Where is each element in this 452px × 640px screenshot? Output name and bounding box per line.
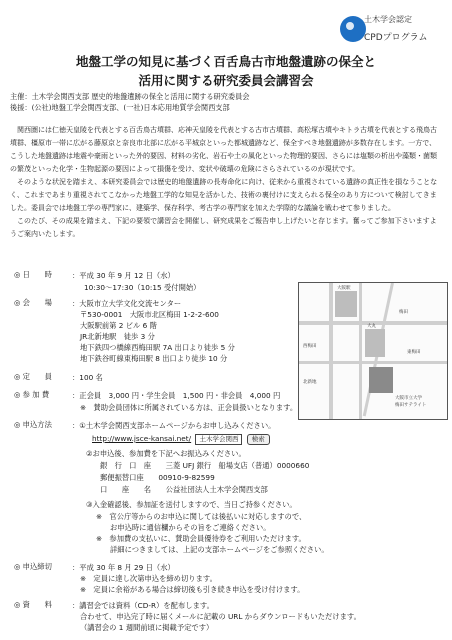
capacity-value: ：100 名 xyxy=(72,373,103,382)
intro-paragraph-1: 関西圏には仁徳天皇陵を代表とする百舌鳥古墳群、応神天皇陵を代表とする古市古墳群、高松塚古墳やキトラ古墳を代表とする飛鳥古墳群、橿原市一帯に広がる藤原京と奈良市北部に広がる平城京といった都城遺跡など、保全すべき地盤遺跡が多数存在します。一方で、こうした地盤遺跡は地震や豪雨といった外的要因、材料の劣化、岩石や土の風化といった物理的要因、さらには塩類の析出や藻類・菌類の繁茂といった化学・生物起源の要因によって損傷を受け、変状や破壊の危険にさらされているのが現状です。 xyxy=(10,126,437,173)
logo-line2: CPDプログラム xyxy=(364,33,428,43)
materials-label: ◎ 資 料 xyxy=(14,600,52,609)
venue-line-2: 〒530-0001 大阪市北区梅田 1-2-2-600 xyxy=(80,310,219,319)
fee-label: ◎ 参 加 費 xyxy=(14,390,50,399)
apply-url-row xyxy=(92,433,270,445)
account-name: 口 座 名 公益社団法人土木学会関西支部 xyxy=(100,485,268,494)
fee-note: ※ 賛助会員団体に所属されている方は、正会員扱いとなります。 xyxy=(80,403,298,412)
apply-label: ◎ 申込方法 xyxy=(14,420,52,429)
date-label: ◎ 日 時 xyxy=(14,270,52,279)
map-label-osaka-station: 大阪駅 xyxy=(337,286,351,291)
venue-line-6: 地下鉄谷町線東梅田駅 8 出口より徒歩 10 分 xyxy=(80,354,228,363)
deadline-note-1: ※ 定員に達し次第申込を締め切ります。 xyxy=(80,574,217,583)
title-line2: 活用に関する研究委員会講習会 xyxy=(138,73,314,88)
deadline-note-2: ※ 定員に余裕がある場合は締切後も引き続き申込を受け付けます。 xyxy=(80,585,305,594)
page-title xyxy=(70,52,382,90)
apply-note-1: ※ 官公庁等からのお申込に関しては後払いに対応しますので、 xyxy=(96,512,307,521)
title-line1: 地盤工学の知見に基づく百舌鳥古市地盤遺跡の保全と xyxy=(75,54,376,69)
map-label-nishi-umeda: 西梅田 xyxy=(303,344,317,349)
venue-line-1: ：大阪市立大学文化交流センター xyxy=(72,299,182,308)
supporter: 後援：(公社)地盤工学会関西支部、(一社)日本応用地質学会関西支部 xyxy=(10,103,230,112)
map-label-umeda-satellite: 梅田サテライト xyxy=(395,403,427,408)
date-value: ：平成 30 年 9 月 12 日（水） xyxy=(72,271,175,280)
deadline-label: ◎ 申込締切 xyxy=(14,562,52,571)
postal-account: 郵便振替口座 00910-9-82599 xyxy=(100,473,215,482)
map-block-station xyxy=(335,291,357,317)
map-block-dept xyxy=(365,329,385,357)
intro-text xyxy=(10,124,442,241)
date-time: 10:30～17:30（10:15 受付開始） xyxy=(84,283,201,292)
apply-step3: ③入金確認後、参加証を送付しますので、当日ご持参ください。 xyxy=(86,500,297,509)
venue-map xyxy=(298,282,448,420)
map-label-kitashinchi: 北新地 xyxy=(303,380,317,385)
logo-line1: 土木学会認定 xyxy=(364,15,412,24)
apply-step1: ：①土木学会関西支部ホームページからお申し込みください。 xyxy=(72,421,276,430)
apply-step2: ②お申込後、参加費を下記へお振込みください。 xyxy=(86,449,246,458)
cpd-logo xyxy=(340,8,444,52)
deadline-value: ：平成 30 年 8 月 29 日（水） xyxy=(72,563,175,572)
materials-line-2: 合わせて、申込完了時に届くメールに記載の URL からダウンロードもいただけます。 xyxy=(80,612,361,621)
venue-line-3: 大阪駅前第 2 ビル 6 階 xyxy=(80,321,157,330)
map-venue-building xyxy=(369,367,393,393)
venue-label: ◎ 会 場 xyxy=(14,298,52,307)
apply-note-4: 詳細につきましては、上記の支部ホームページをご参照ください。 xyxy=(110,545,329,554)
fee-value: ：正会員 3,000 円・学生会員 1,500 円・非会員 4,000 円 xyxy=(72,391,281,400)
map-label-umeda: 梅田 xyxy=(399,310,408,315)
materials-line-1: ：講習会では資料（CD-R）を配布します。 xyxy=(72,601,214,610)
search-input[interactable]: 土木学会関西 xyxy=(195,434,242,445)
venue-line-4: JR北新地駅 徒歩 3 分 xyxy=(80,332,155,341)
apply-note-3: ※ 参加費の支払いに、賛助会員優待券をご利用いただけます。 xyxy=(96,534,306,543)
apply-url-link[interactable]: http://www.jsce-kansai.net/ xyxy=(92,434,192,443)
materials-line-3: （講習会の 1 週間前頃に掲載予定です） xyxy=(80,623,214,632)
apply-note-2: お申込時に通信欄からその旨をご連絡ください。 xyxy=(110,523,271,532)
search-button[interactable]: 検索 xyxy=(247,434,270,445)
capacity-label: ◎ 定 員 xyxy=(14,372,52,381)
bank-account: 銀 行 口 座 三菱 UFJ 銀行 船場支店（普通）0000660 xyxy=(100,461,310,470)
intro-paragraph-2: そのような状況を踏まえ、本研究委員会では歴史的地盤遺跡の長寿命化に向け、従来から重視されている遺跡の真正性を損なうことなく、これまであまり重視されてこなかった地盤工学的な知見を活かした、技術の裏付けに支えられる保全のあり方について検討してきました。委員会では地盤工学の専門家に、建築学、保存科学、考古学の専門家を加えた学際的な議論を戦わせて参りました。 xyxy=(10,178,438,212)
intro-paragraph-3: このたび、その成果を踏まえ、下記の要領で講習会を開催し、研究成果をご報告申し上げたいと存じます。奮ってご参加下さいますようご案内いたします。 xyxy=(10,217,437,238)
organizer: 主催：土木学会関西支部 歴史的地盤遺跡の保全と活用に関する研究委員会 xyxy=(10,92,250,101)
map-label-daimaru: 大丸 xyxy=(367,324,376,329)
globe-icon xyxy=(340,16,366,42)
map-label-osaka-city-univ: 大阪市立大学 xyxy=(395,396,422,401)
venue-line-5: 地下鉄四つ橋線西梅田駅 7A 出口より徒歩 5 分 xyxy=(80,343,235,352)
map-label-higashi-umeda: 東梅田 xyxy=(407,350,421,355)
